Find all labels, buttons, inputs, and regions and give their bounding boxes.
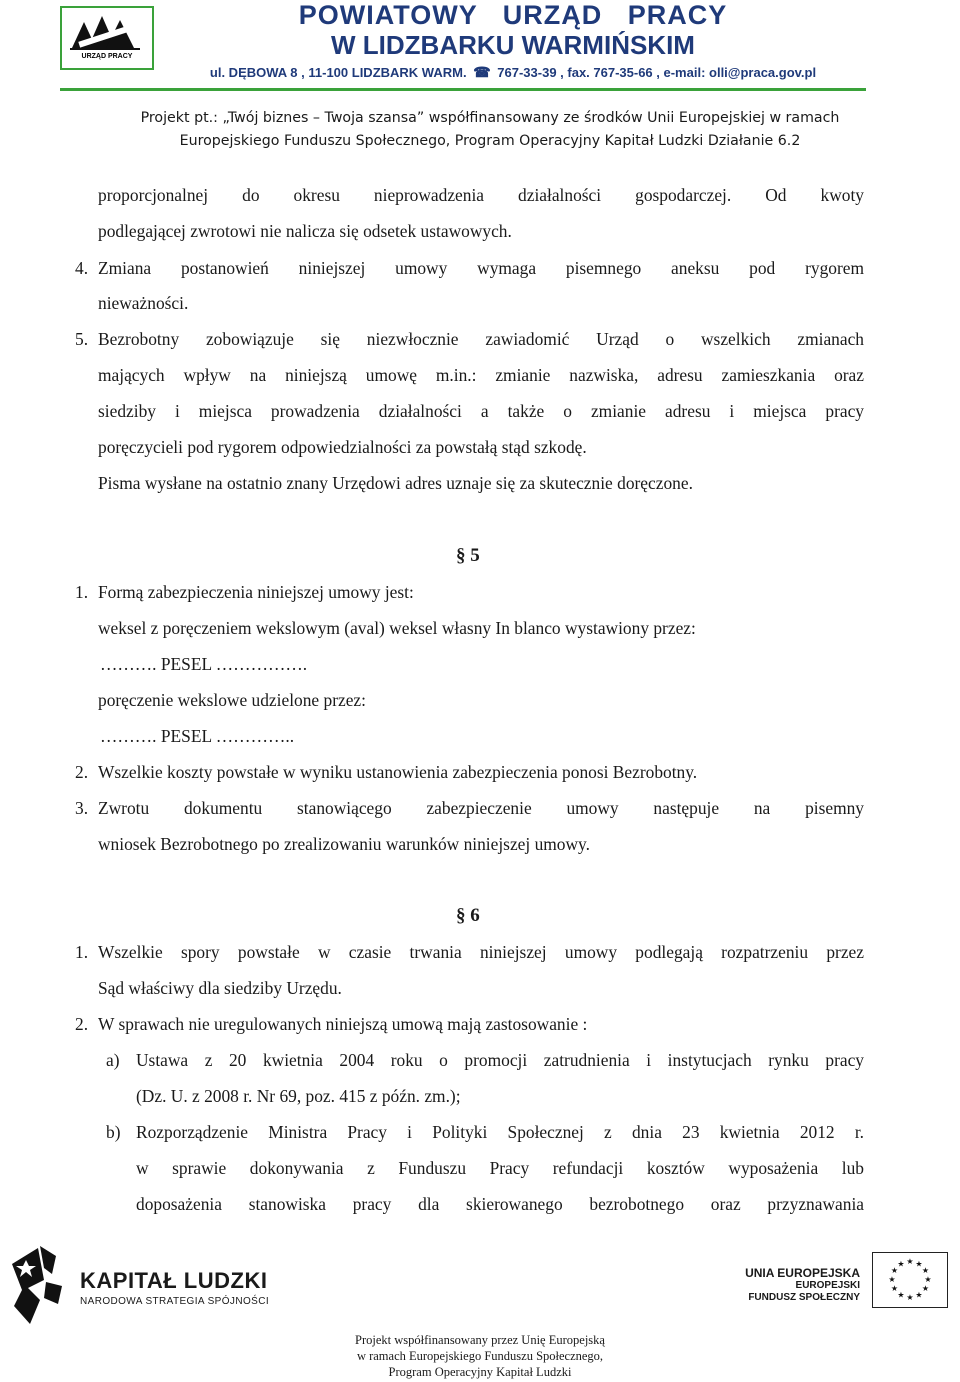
eu-flag-icon [872, 1252, 948, 1308]
s5-item-1-line-1: Formą zabezpieczenia niniejszej umowy jest: [98, 582, 414, 602]
s5-item-1-number: 1. [75, 582, 89, 602]
s5-item-2-line-1: Wszelkie koszty powstałe w wyniku ustanowienia zabezpieczenia ponosi Bezrobotny. [98, 762, 698, 782]
s5-item-3-line-2: wniosek Bezrobotnego po zrealizowaniu warunków niniejszej umowy. [98, 834, 590, 854]
header-divider [60, 88, 866, 91]
project-line-2: Europejskiego Funduszu Społecznego, Program Operacyjny Kapitał Ludzki Działanie 6.2 [179, 133, 801, 149]
item-5-line-5: Pisma wysłane na ostatnio znany Urzędowi adres uznaje się za skutecznie doręczone. [98, 473, 693, 493]
item-5-line-1: Bezrobotny zobowiązuje się niezwłocznie zawiadomić Urząd o wszelkich zmianach [98, 329, 864, 349]
office-address [160, 64, 866, 81]
svg-text:★: ★ [921, 1284, 930, 1293]
section-5-heading: § 5 [456, 545, 480, 566]
s6-item-2a-label: a) [106, 1050, 120, 1070]
item-5-line-4: poręczycieli pod rygorem odpowiedzialności za powstałą stąd szkodę. [98, 437, 587, 457]
kapital-ludzki-title: KAPITAŁ LUDZKI [80, 1268, 268, 1293]
eu-fund-label [745, 1266, 860, 1304]
svg-text:★: ★ [897, 1259, 905, 1269]
address-street: ul. DĘBOWA 8 , 11-100 LIDZBARK WARM. [209, 65, 467, 80]
item-5-line-3: siedziby i miejsca prowadzenia działalności a także o zmianie adresu i miejsca pracy [98, 401, 864, 421]
eu-line-1: UNIA EUROPEJSKA [745, 1266, 860, 1280]
s6-item-1-line-1: Wszelkie spory powstałe w czasie trwania niniejszej umowy podlegają rozpatrzeniu przez [98, 942, 864, 962]
address-contact: 767-33-39 , fax. 767-35-66 , e-mail: olli@praca.gov.pl [497, 65, 817, 80]
svg-text:★: ★ [915, 1290, 923, 1300]
project-line-1: Projekt pt.: „Twój biznes – Twoja szansa” współfinansowany ze środków Unii Europejskiej w ramach [140, 110, 840, 126]
s6-item-2-number: 2. [75, 1014, 89, 1034]
svg-text:★: ★ [921, 1266, 930, 1275]
svg-text:★: ★ [906, 1293, 914, 1302]
footer-note-line-1: Projekt współfinansowany przez Unię Europejską [355, 1333, 605, 1347]
eu-line-2: EUROPEJSKI [795, 1280, 860, 1291]
svg-text:★: ★ [890, 1266, 899, 1275]
section-6-heading: § 6 [456, 905, 480, 926]
item-4-line-1: Zmiana postanowień niniejszej umowy wymaga pisemnego aneksu pod rygorem [98, 258, 864, 278]
s6-item-2b-line-1: Rozporządzenie Ministra Pracy i Polityki Społecznej z dnia 23 kwietnia 2012 r. [136, 1122, 864, 1142]
item-5-line-2: mających wpływ na niniejszą umowę m.in.: zmianie nazwiska, adresu zamieszkania oraz [98, 365, 864, 385]
svg-text:★: ★ [906, 1257, 914, 1266]
footer-note-line-2: w ramach Europejskiego Funduszu Społecznego, [356, 1349, 604, 1363]
s5-item-1-line-5: ………. PESEL ………….. [100, 726, 295, 746]
svg-text:★: ★ [888, 1275, 896, 1284]
s6-item-2-line-1: W sprawach nie uregulowanych niniejszą umową mają zastosowanie : [98, 1014, 588, 1034]
paragraph-3-line-2: podlegającej zwrotowi nie nalicza się odsetek ustawowych. [98, 221, 512, 241]
s6-item-2b-line-2: w sprawie dokonywania z Funduszu Pracy refundacji kosztów wyposażenia lub [136, 1158, 864, 1178]
s5-item-1-line-4: poręczenie wekslowe udzielone przez: [98, 690, 366, 710]
kapital-ludzki-emblem [10, 1244, 72, 1328]
office-name-line2: W LIDZBARKU WARMIŃSKIM [331, 30, 695, 60]
kapital-ludzki-subtitle: NARODOWA STRATEGIA SPÓJNOŚCI [80, 1296, 270, 1307]
office-name-line1: POWIATOWY URZĄD PRACY [298, 0, 728, 30]
s5-item-3-number: 3. [75, 798, 89, 818]
eu-line-3: FUNDUSZ SPOŁECZNY [748, 1292, 860, 1303]
s6-item-1-line-2: Sąd właściwy dla siedziby Urzędu. [98, 978, 342, 998]
s6-item-2a-line-2: (Dz. U. z 2008 r. Nr 69, poz. 415 z późn. zm.); [136, 1086, 461, 1106]
svg-text:★: ★ [897, 1290, 905, 1300]
office-logo [60, 6, 154, 70]
s5-item-1-line-2: weksel z poręczeniem wekslowym (aval) weksel własny In blanco wystawiony przez: [98, 618, 696, 638]
s6-item-2b-line-3: doposażenia stanowiska pracy dla skierowanego bezrobotnego oraz przyznawania [136, 1194, 864, 1214]
office-logo-graphic [62, 8, 152, 52]
item-4-number: 4. [75, 258, 89, 278]
paragraph-3-line-1: proporcjonalnej do okresu nieprowadzenia działalności gospodarczej. Od kwoty [98, 185, 864, 205]
s5-item-1-line-3: ………. PESEL ……………. [100, 654, 308, 674]
item-4-line-2: nieważności. [98, 293, 189, 313]
s6-item-2a-line-1: Ustawa z 20 kwietnia 2004 roku o promocji zatrudnienia i instytucjach rynku pracy [136, 1050, 864, 1070]
office-logo-text: URZĄD PRACY [81, 53, 133, 60]
s5-item-2-number: 2. [75, 762, 89, 782]
phone-icon: ☎ [473, 64, 491, 80]
svg-text:★: ★ [890, 1284, 899, 1293]
svg-text:★: ★ [915, 1259, 923, 1269]
s5-item-3-line-1: Zwrotu dokumentu stanowiącego zabezpieczenie umowy następuje na pisemny [98, 798, 864, 818]
svg-text:★: ★ [924, 1275, 932, 1284]
footer-note-line-3: Program Operacyjny Kapitał Ludzki [388, 1365, 572, 1379]
item-5-number: 5. [75, 329, 89, 349]
s6-item-1-number: 1. [75, 942, 89, 962]
s6-item-2b-label: b) [106, 1122, 121, 1142]
